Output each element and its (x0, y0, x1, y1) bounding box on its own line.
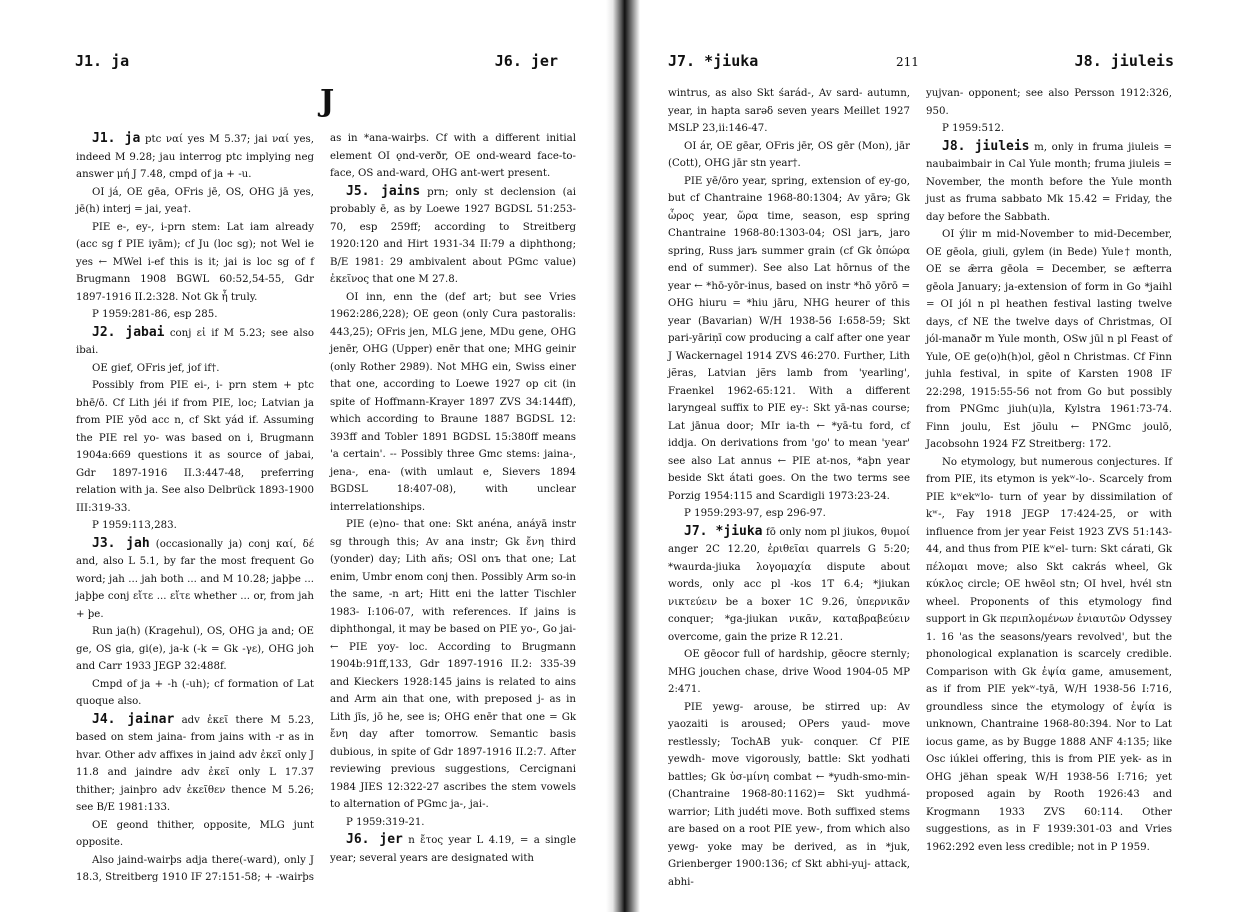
text-paragraph (76, 306, 314, 324)
text-paragraph (330, 814, 576, 832)
text-paragraph (668, 699, 910, 892)
paragraph-text: conj εἰ if M 5.23; see also ibai. (76, 327, 314, 356)
entry-paragraph (330, 183, 576, 289)
left-column-1 (76, 130, 314, 887)
running-head-left: J7. *jiuka (668, 52, 759, 70)
entry-paragraph (76, 535, 314, 624)
text-paragraph (668, 505, 910, 523)
section-letter: J (320, 84, 335, 119)
paragraph-text: OI inn, enn the (def art; but see Vries 1962:286,228); OE geon (only Cura pastoralis: 443,25); OFris jen, MLG jene, MDu gene, OHG jenēr, OHG (Upper) enēr that one; MHG geinir (only Rother 2989). Not MHG ein, Swiss einer that one, according to Loewe 1927 op cit (in spite of Hoffmann-Krayer 1897 ZVS 34:144ff), which according to Braune 1887 BGDSL 12: 393ff and Tobler 1891 BGDSL 15:380ff means 'a certain'. -- Possibly three Gmc stems: jaina-, jena-, ena- (with umlaut e, Sievers 1894 BGDSL 18:407-08), with unclear interrelationships. (330, 291, 576, 513)
running-head-right: J8. jiuleis (1074, 52, 1174, 70)
paragraph-text: (occasionally ja) conj καί, δέ and, also L 5.1, by far the most frequent Go word; jah ... jah both ... and M 10.28; jaþþe ... jaþþe conj εἴτε ... εἴτε whether ... or, from jah + þe. (76, 538, 314, 620)
left-column-2 (330, 130, 576, 867)
text-paragraph (330, 289, 576, 517)
paragraph-text: yujvan- opponent; see also Persson 1912:326, 950. (926, 88, 1172, 117)
left-page (0, 0, 606, 912)
paragraph-text: P 1959:281-86, esp 285. (92, 309, 218, 320)
paragraph-text: No etymology, but numerous conjectures. If from PIE, its etymon is yekʷ-lo-. Scarcely from PIE kʷekʷlo- turn of year by dissimilation of kʷ-, Fay 1918 JEGP 17:424-25, or with influence from jer year Feist 1923 ZVS 51:143-44, and thus from PIE kʷel- turn: Skt cárati, Gk πέλομαι move; also Skt cakrás wheel, Gk κύκλος circle; OE hwēol stn; OI hvel, hvél stn wheel. Proponents of this etymology find support in Gk περιπλομένων ἐνιαυτῶν Odyssey 1. 16 'as the seasons/years revolved', but the phonological explanation is scarcely credible. Comparison with Gk ἐψία game, amusement, as if from PIE yekʷ-tyā, W/H 1938-56 I:716, groundless since the etymology of ἐψία is unknown, Chantraine 1968-80:394. Nor to Lat iocus game, as by Bugge 1888 ANF 4:135; like Osc iúklei offering, this is from PIE yek- as in OHG jëhan speak W/H 1938-56 I:716; yet proposed again by Rooth 1926:43 and Krogmann 1933 ZVS 60:114. Other suggestions, as in F 1939:301-03 and Vries 1962:292 even less credible; not in P 1959. (926, 456, 1172, 853)
text-paragraph (668, 85, 910, 138)
entry-paragraph (76, 711, 314, 817)
text-paragraph (330, 130, 576, 183)
paragraph-text: PIE e-, ey-, i-prn stem: Lat iam already (acc sg f PIE iyām); cf Ju (loc sg); not Wel ie yes ← MWel i-ef this is it; jai is loc sg of f Brugmann 1908 BGWL 60:52,54-55, Gdr 1897-1916 II.2:328. Not Gk ἦ truly. (76, 221, 314, 303)
right-column-2 (926, 85, 1172, 856)
text-paragraph (668, 138, 910, 173)
paragraph-text: n ἔτος year L 4.19, = a single year; several years are designated with (330, 835, 576, 864)
entry-headword: J1. ja (92, 131, 141, 146)
entry-paragraph (76, 130, 314, 184)
entry-headword: J6. jer (346, 832, 403, 847)
paragraph-text: prn; only st declension (ai probably ē, as by Loewe 1927 BGDSL 51:253-70, esp 259ff; according to Streitberg 1920:120 and Hirt 1931-34 II:79 a diphthong; B/E 1981: 29 ambivalent about PGmc value) ἐκεῖνος that one M 27.8. (330, 186, 576, 285)
paragraph-text: as in *ana-wairþs. Cf with a different initial element OI ǫnd-verðr, OE ond-weard face-to-face, OS and-ward, OHG ant-wert present. (330, 133, 576, 179)
paragraph-text: ptc ναί yes M 5.37; jai ναί yes, indeed M 9.28; jau interrog ptc implying neg answer μή J 7.48, cmpd of ja + -u. (76, 134, 314, 180)
text-paragraph (76, 184, 314, 219)
paragraph-text: adv ἐκεῖ there M 5.23, based on stem jaina- from jains with -r as in hvar. Other adv affixes in jaind adv ἐκεῖ only J 11.8 and jaindre adv ἐκεῖ only L 17.37 thither; jainþro adv ἐκεῖθεν thence M 5.26; see B/E 1981:133. (76, 714, 314, 813)
text-paragraph (668, 173, 910, 506)
paragraph-text: wintrus, as also Skt śarád-, Av sard- autumn, year, in hapta sarəδ seven years Meillet 1927 MSLP 23,ii:146-47. (668, 88, 910, 134)
paragraph-text: PIE yē/ōro year, spring, extension of ey-go, but cf Chantraine 1968-80:1304; Av yārə; Gk ὧρος year, ὥρα time, season, esp spring Chantraine 1968-80:1303-04; OSl jarъ, jaro spring, Russ jarь summer grain (cf Gk ὀπώρα end of summer). See also Lat hōrnus of the year ← *hō-yōr-inus, based on instr *hō yōrō = OHG hiuru = *hiu jāru, NHG heurer of this year (Bavarian) W/H 1938-56 I:658-59; Skt pari-yāriṇī cow producing a calf after one year J Wackernagel 1914 ZVS 46:270. Further, Lith jẽras, Latvian jẽrs lamb from 'yearling', Fraenkel 1962-65:121. With a different laryngeal suffix to PIE ey-: Skt yā-nas course; Lat jānua door; MIr ia-th ← *yā-tu ford, cf iddja. On derivations from 'go' to mean 'year' see also Lat annus ← PIE at-nos, *aþn year beside Skt átati goes. On the two terms see Porzig 1954:115 and Scardigli 1973:23-24. (668, 175, 910, 502)
text-paragraph (76, 219, 314, 307)
paragraph-text: fō only nom pl jiukos, θυμοί anger 2C 12.20, ἐριθεῖαι quarrels G 5:20; *waurda-jiuka λογομαχία dispute about words, only acc pl -kos 1T 6.4; *jiukan νικτεύειν be a boxer 1C 9.26, ὑπερνικᾶν conquer; *ga-jiukan νικᾶν, καταβραβεύειν overcome, gain the prize R 12.21. (668, 526, 910, 643)
entry-headword: J7. *jiuka (684, 523, 763, 539)
paragraph-text: OE gēocor full of hardship, gēocre sternly; MHG jouchen chase, drive Wood 1904-05 MP 2:471. (668, 649, 910, 695)
paragraph-text: Run ja(h) (Kragehul), OS, OHG ja and; OE ge, OS gia, gi(e), ja-k (-k = Gk -γε), OHG joh and Carr 1933 JEGP 32:488f. (76, 626, 314, 672)
right-column-1 (668, 85, 910, 891)
right-page (640, 0, 1246, 912)
paragraph-text: PIE (e)no- that one: Skt anéna, anáyā instr sg through this; Av ana instr; Gk ἔνη third (yonder) day; Lith añs; OSl onъ that one; Lat enim, Umbr enom conj then. Possibly Arm so-in the same, -n art; Hitt eni the latter Tischler 1983- I:106-07, with references. If jains is diphthongal, it may be based on PIE yo-, Go jai- ← PIE yoy- loc. According to Brugmann 1904b:91ff,133, Gdr 1897-1916 II.2: 335-39 and Kieckers 1928:145 jains is related to ains and Arm ain that one, with preposed j- as in Lith jīs, jō he, see is; OHG enēr that one = Gk ἔνη day after tomorrow. Semantic basis dubious, in spite of Gdr 1897-1916 II.2:7. After reviewing previous suggestions, Cercignani 1984 JIES 12:322-27 ascribes the stem vowels to alternation of PGmc ja-, jai-. (330, 519, 576, 810)
text-paragraph (76, 623, 314, 676)
text-paragraph (76, 360, 314, 378)
entry-paragraph (330, 831, 576, 867)
paragraph-text: Cmpd of ja + -h (-uh); cf formation of Lat quoque also. (76, 678, 314, 707)
text-paragraph (668, 646, 910, 699)
page-number: 211 (896, 55, 919, 69)
entry-paragraph (926, 138, 1172, 227)
paragraph-text: OI ár, OE gēar, OFris jēr, OS gēr (Mon), jār (Cott), OHG jār stn year†. (668, 140, 910, 169)
entry-headword: J3. jah (92, 535, 150, 551)
paragraph-text: PIE yewg- arouse, be stirred up: Av yaozaiti is aroused; OPers yaud- move restlessly; TochAB yuk- conquer. Cf PIE yewdh- move vigorously, battle: Skt yodhati battles; Gk ὑσ-μίνη combat ← *yudh-smo-min- (Chantraine 1968-80:1162)= Skt yudhmá-warrior; Lith judė́ti move. Both suffixed stems are based on a root PIE yew-, from which also yewg- yoke may be derived, as in *juk, Grienberger 1900:136; cf Skt abhi-yuj- attack, abhi- (668, 701, 910, 888)
paragraph-text: OE geond thither, opposite, MLG junt opposite. (76, 819, 314, 848)
text-paragraph (926, 85, 1172, 120)
text-paragraph (330, 516, 576, 814)
entry-paragraph (668, 523, 910, 647)
paragraph-text: Also jaind-wairþs adja there(-ward), only J 18.3, Streitberg 1910 IF 27:151-58; + -wairþs (76, 854, 314, 883)
entry-headword: J4. jainar (92, 711, 175, 727)
text-paragraph (76, 377, 314, 517)
entry-headword: J5. jains (346, 183, 421, 199)
text-paragraph (76, 517, 314, 535)
entry-headword: J2. jabai (92, 324, 165, 340)
paragraph-text: OE gief, OFris jef, jof if†. (92, 362, 220, 374)
paragraph-text: m, only in fruma jiuleis = naubaimbair in Cal Yule month; fruma jiuleis = November, the month before the Yule month just as fruma sabbato Mk 15.42 = Friday, the day before the Sabbath. (926, 141, 1172, 223)
text-paragraph (926, 120, 1172, 138)
entry-headword: J8. jiuleis (942, 138, 1030, 154)
text-paragraph (926, 454, 1172, 857)
paragraph-text: P 1959:113,283. (92, 520, 177, 531)
book-gutter (606, 0, 640, 912)
entry-paragraph (76, 324, 314, 360)
text-paragraph (76, 676, 314, 711)
paragraph-text: P 1959:293-97, esp 296-97. (684, 508, 826, 519)
running-head-left: J1. ja (75, 52, 130, 70)
running-head-right: J6. jer (494, 52, 558, 70)
paragraph-text: OI ýlir m mid-November to mid-December, OE gēola, giuli, gylem (in Bede) Yule† month, OE se ǣrra gēola = December, se æfterra gēola January; ja-extension of form in Go *jaihl = OI jól n pl heathen festival lasting twelve days, cf NE the twelve days of Christmas, OI jól-manaðr m Yule month, OSw jūl n pl Feast of Yule, OE ge(o)h(h)ol, gēol n Christmas. Cf Finn juhla festival, in spite of Karsten 1908 IF 22:298, 1915:55-56 not from Go but possibly from PNGmc jiuh(u)la, Kylstra 1961:73-74. Finn joulu, Est jõulu ← PNGmc joulō, Jacobsohn 1924 FZ Streitberg: 172. (926, 229, 1172, 450)
paragraph-text: OI já, OE gēa, OFris jē, OS, OHG jā yes, jē(h) interj = jai, yea†. (76, 186, 314, 215)
text-paragraph (76, 852, 314, 887)
text-paragraph (76, 817, 314, 852)
text-paragraph (926, 226, 1172, 454)
paragraph-text: Possibly from PIE ei-, i- prn stem + ptc bhē/ō. Cf Lith jéi if from PIE, loc; Latvian ja from PIE yōd acc n, cf Skt yád if. Assuming the PIE rel yo- was based on i, Brugmann 1904a:669 questions it as source of jabai, Gdr 1897-1916 II.3:447-48, preferring relation with ja. See also Delbrück 1893-1900 III:319-33. (76, 380, 314, 514)
paragraph-text: P 1959:319-21. (346, 816, 425, 828)
paragraph-text: P 1959:512. (942, 123, 1005, 134)
